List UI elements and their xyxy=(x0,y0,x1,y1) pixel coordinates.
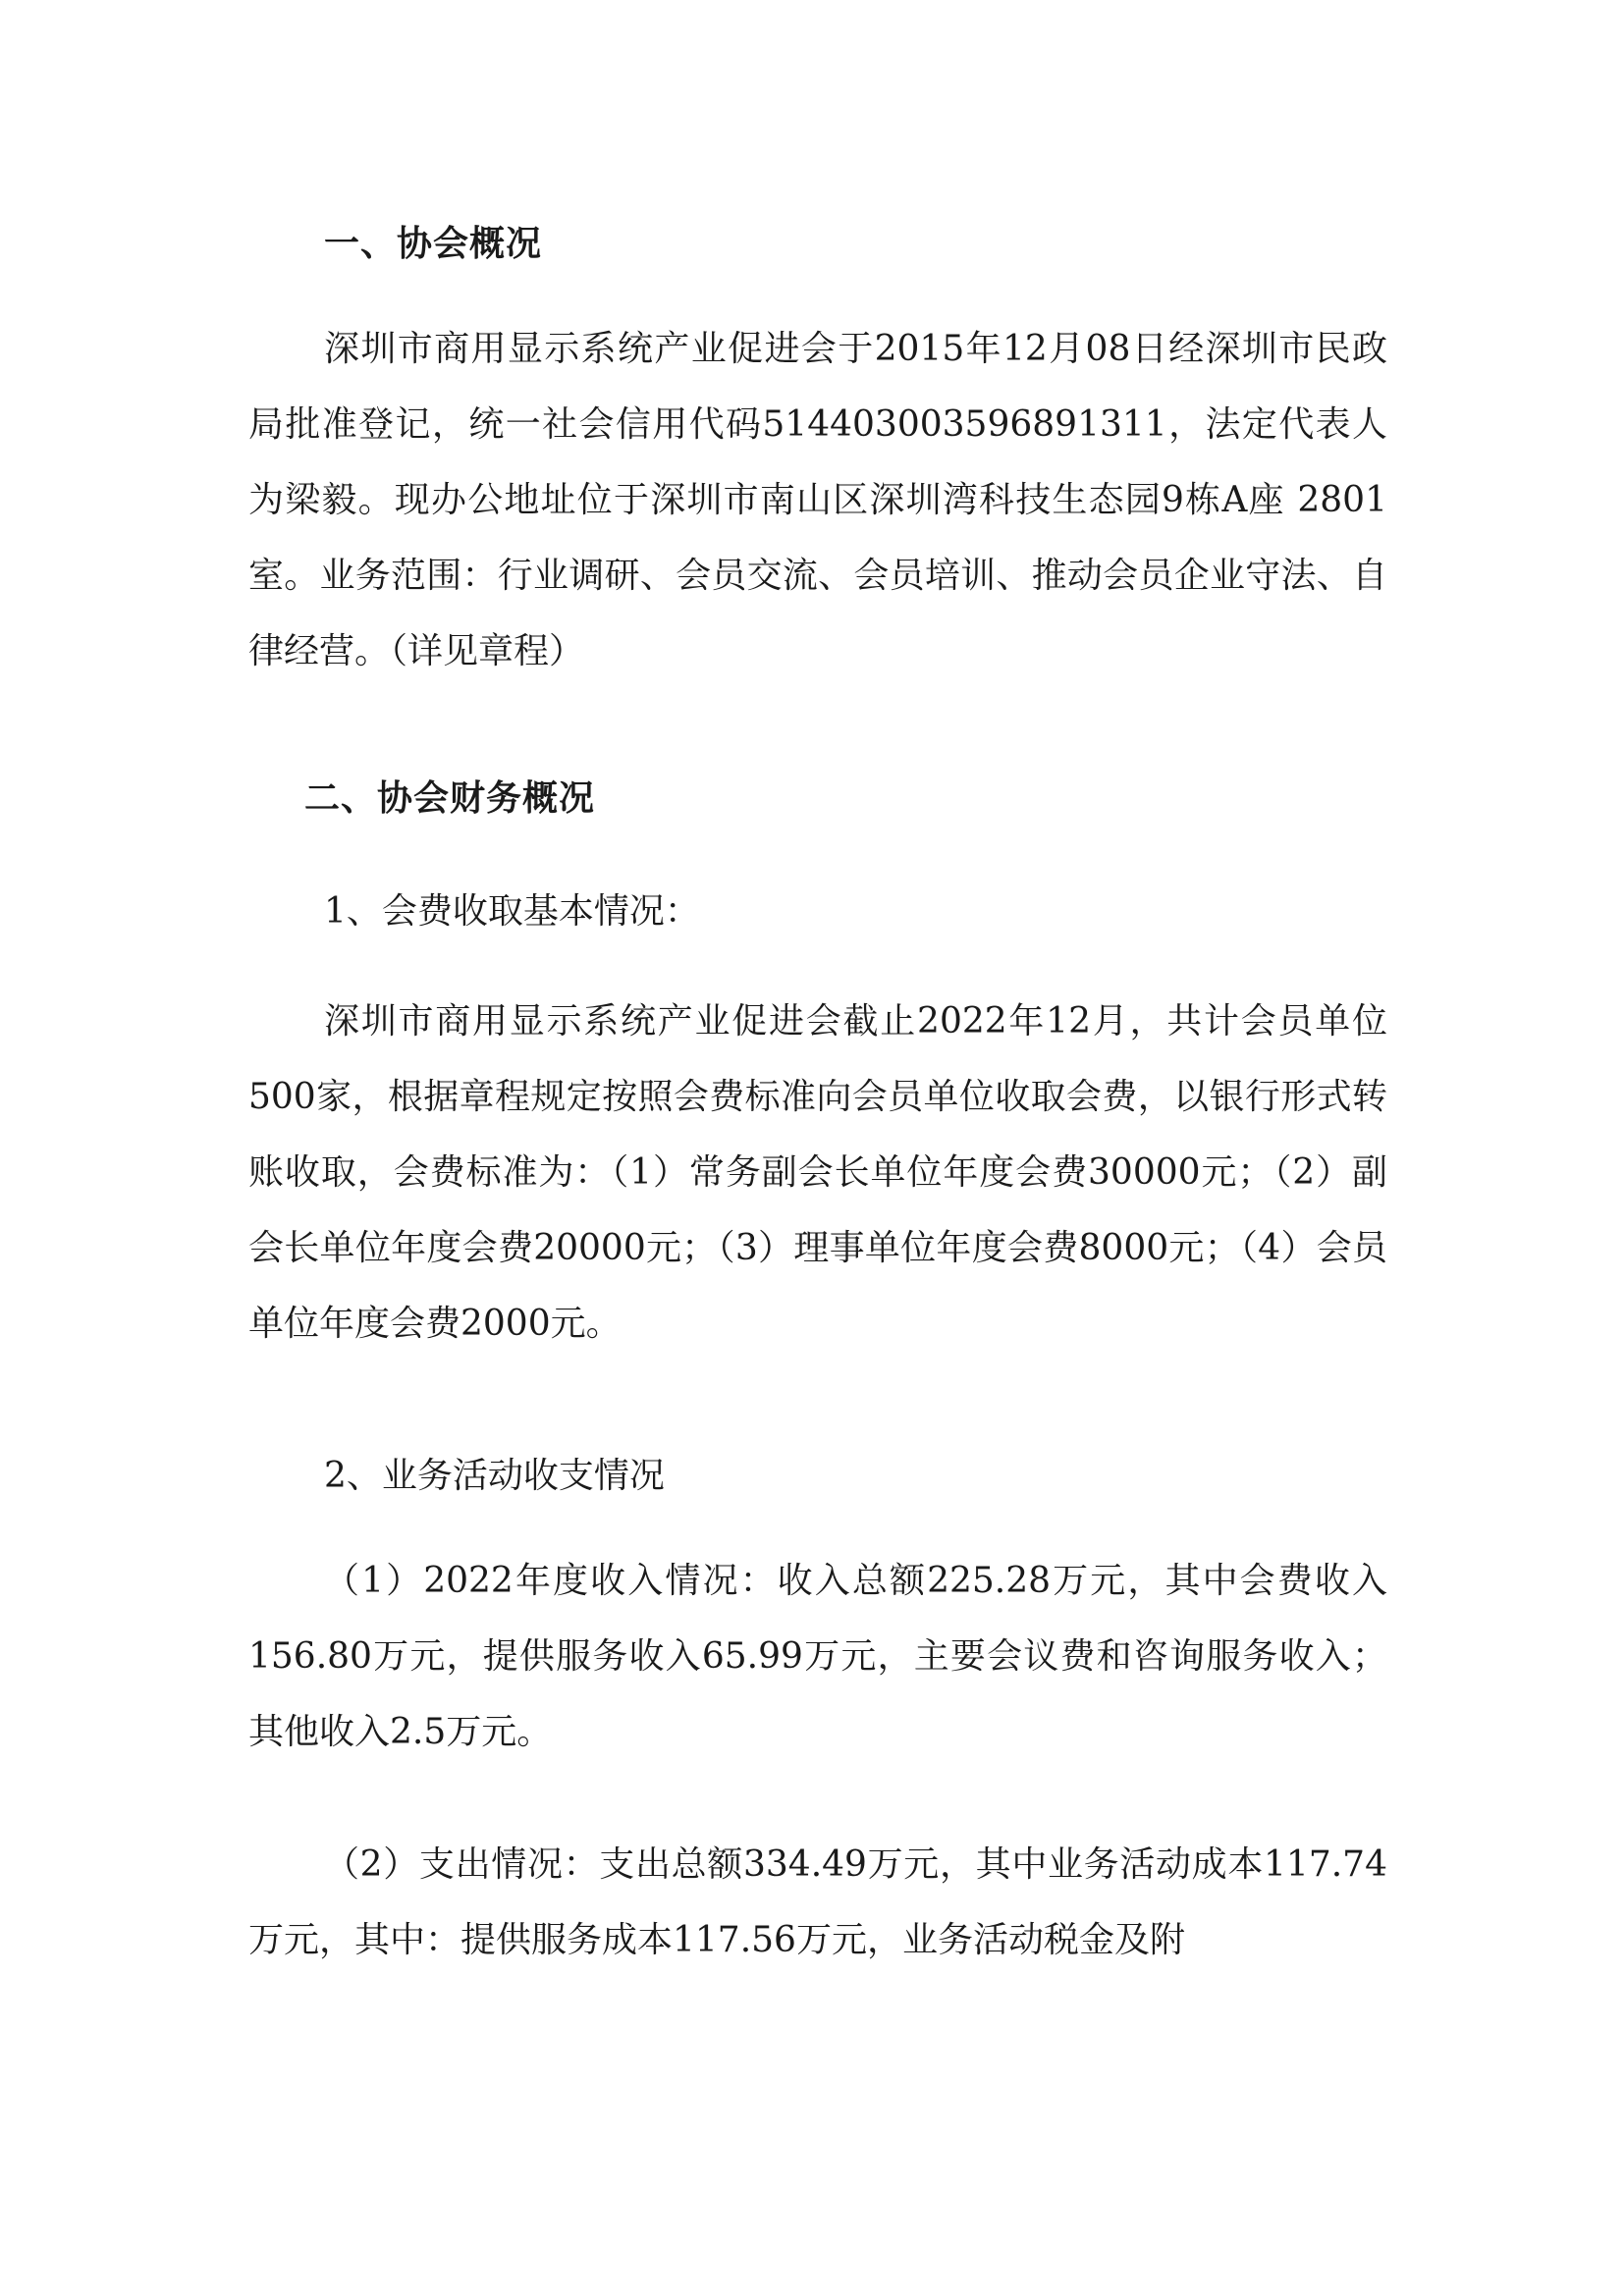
membership-fee-paragraph: 深圳市商用显示系统产业促进会截止2022年12月，共计会员单位500家，根据章程规定按照会费标准向会员单位收取会费，以银行形式转账收取，会费标准为：（1）常务副会长单位年度会费30000元；（2）副会长单位年度会费20000元；（3）理事单位年度会费8000元；（4）会员单位年度会费2000元。 xyxy=(248,1001,1387,1344)
section-2-heading: 二、协会财务概况 xyxy=(304,778,596,819)
expense-paragraph: （2）支出情况：支出总额334.49万元，其中业务活动成本117.74万元，其中：提供服务成本117.56万元，业务活动税金及附 xyxy=(248,1844,1387,1960)
association-overview-paragraph: 深圳市商用显示系统产业促进会于2015年12月08日经深圳市民政局批准登记，统一社会信用代码514403003596891311，法定代表人为梁毅。现办公地址位于深圳市南山区深圳湾科技生态园9栋A座 2801室。业务范围：行业调研、会员交流、会员培训、推动会员企业守法、自律经营。（详见章程） xyxy=(248,329,1387,671)
membership-fee-subheading: 1、会费收取基本情况： xyxy=(324,891,700,932)
income-paragraph: （1）2022年度收入情况：收入总额225.28万元，其中会费收入156.80万元，提供服务收入65.99万元，主要会议费和咨询服务收入；其他收入2.5万元。 xyxy=(248,1561,1387,1752)
section-1-heading: 一、协会概况 xyxy=(324,224,543,264)
business-activity-subheading: 2、业务活动收支情况 xyxy=(324,1456,665,1496)
